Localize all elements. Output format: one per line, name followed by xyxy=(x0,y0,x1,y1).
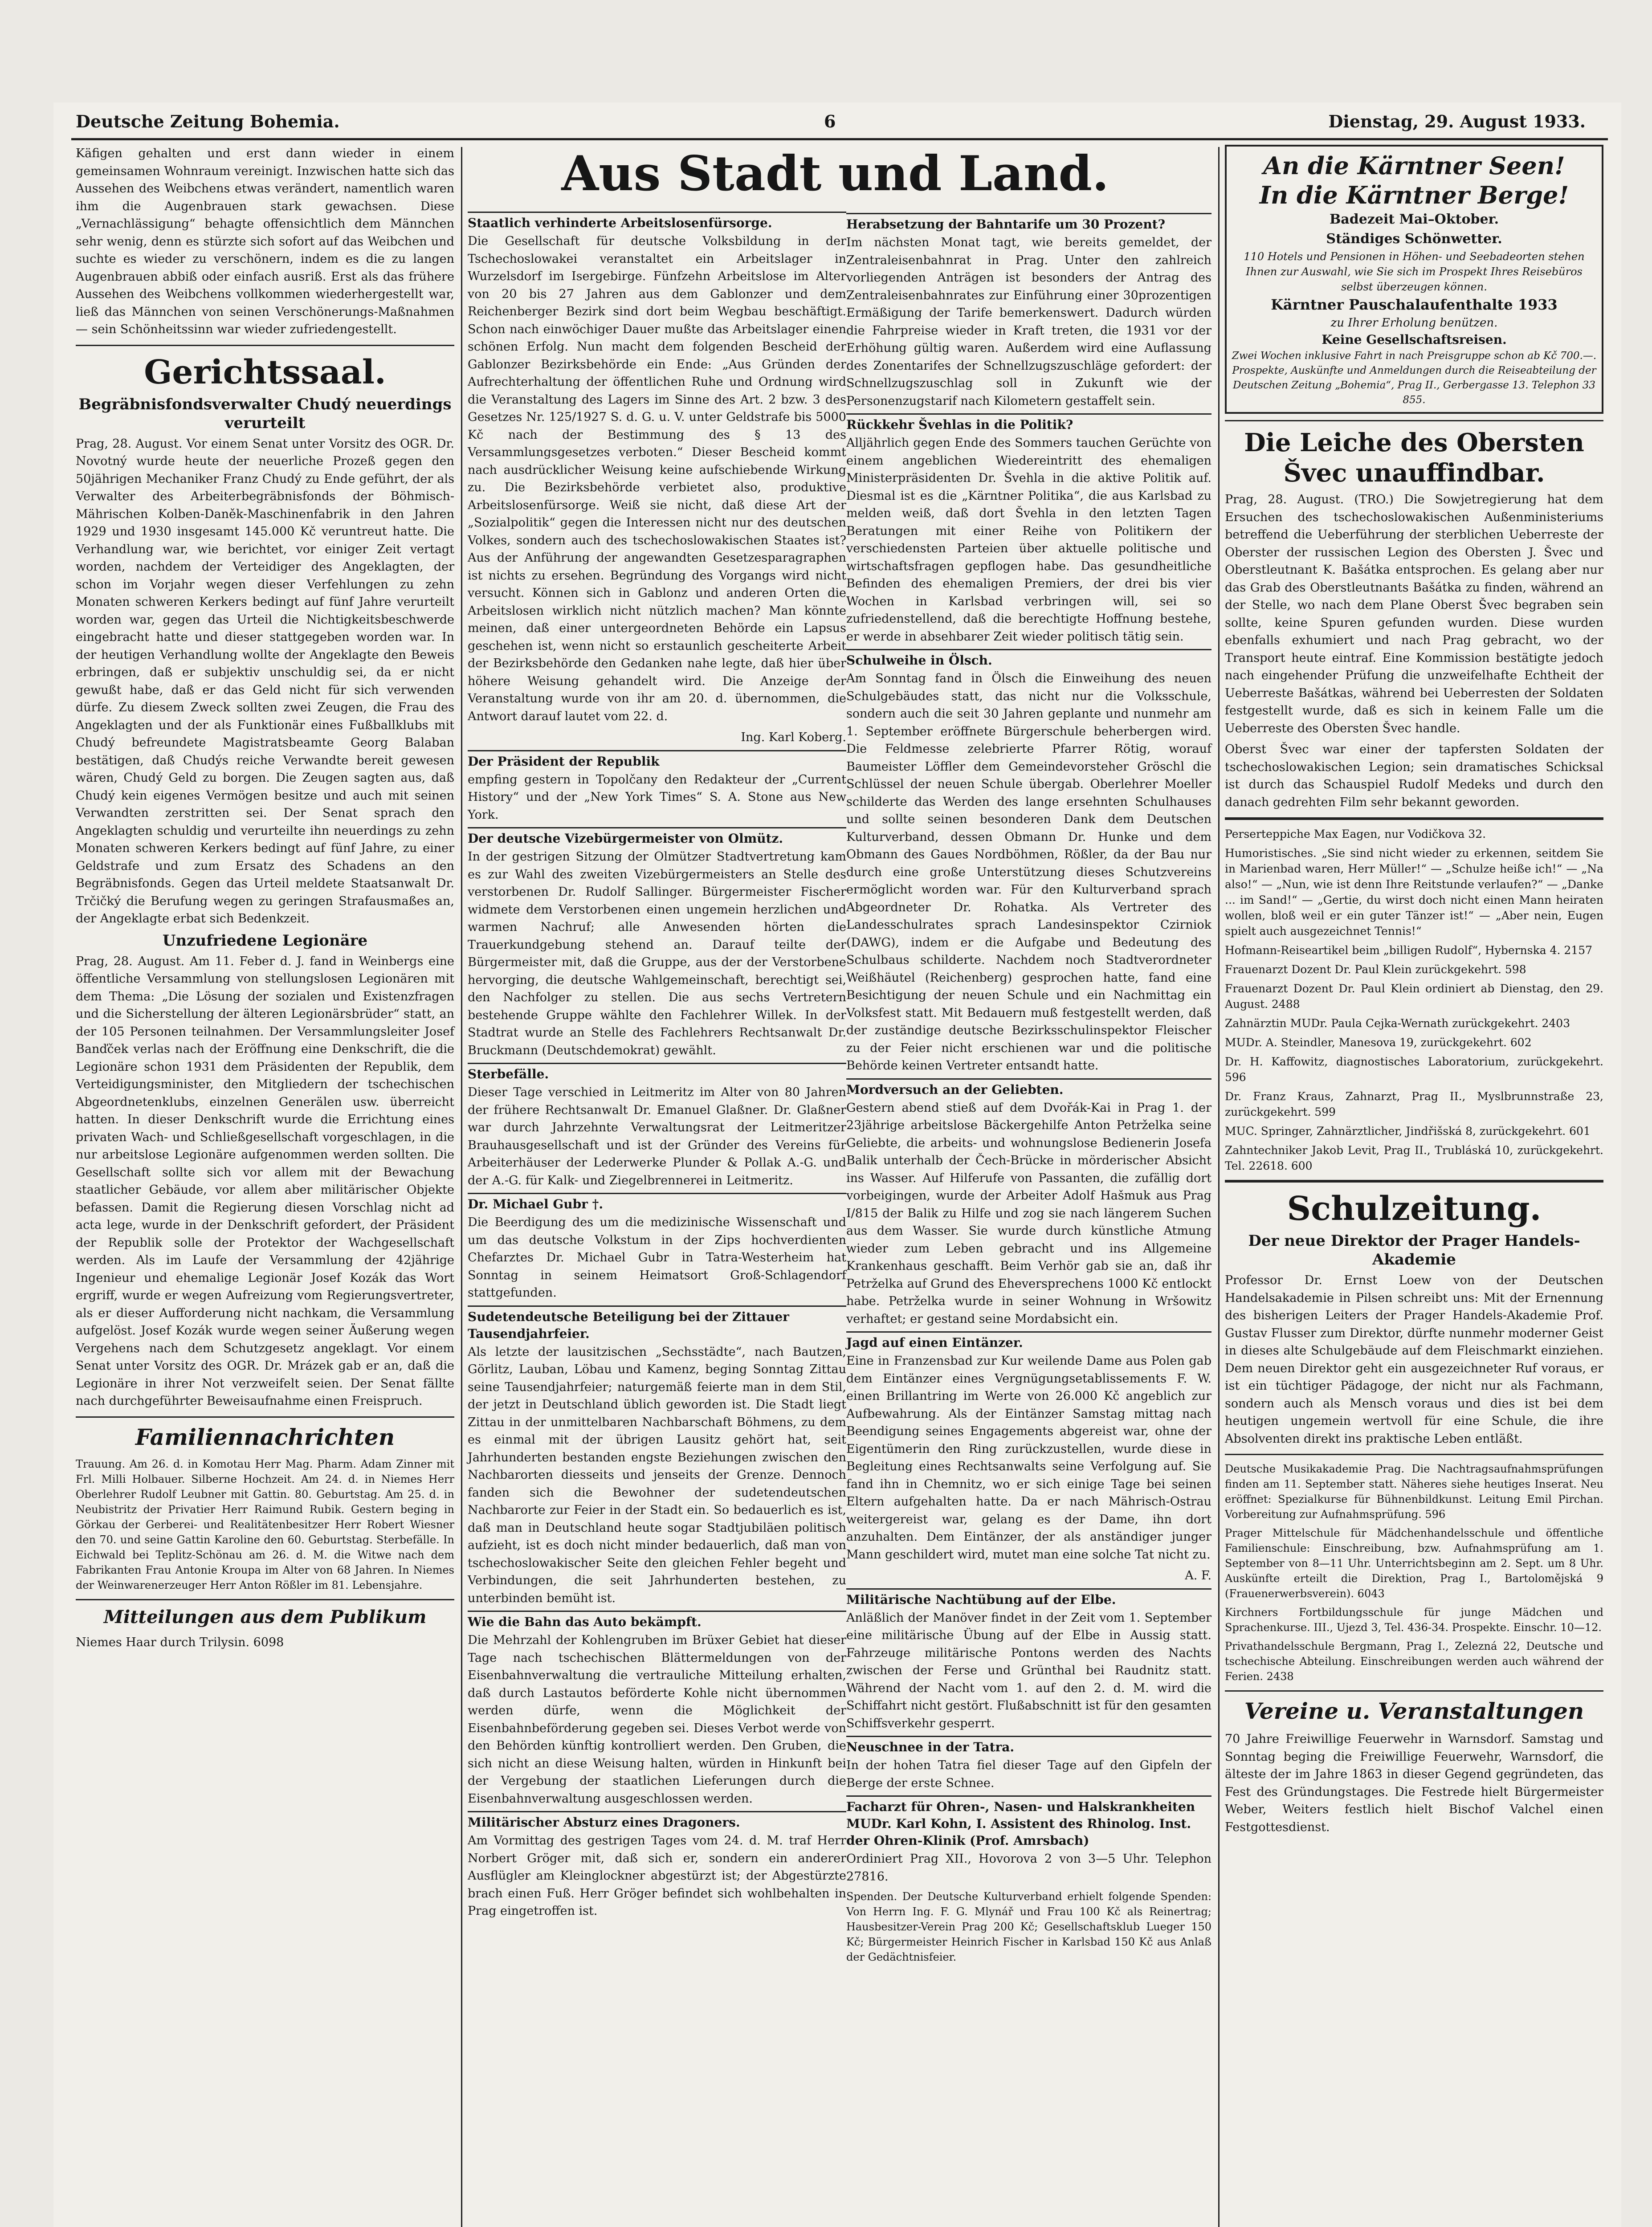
article-signature: Ing. Karl Koberg. xyxy=(741,730,846,744)
article-title: Wie die Bahn das Auto bekämpft. xyxy=(468,1611,846,1631)
article-body: Oberst Švec war einer der tapfersten Soldaten der tschechoslowakischen Legion; sein dramatisches Schicksal ist durch das Schauspiel Rudolf Medeks und durch den danach gedrehten Film sehr bekannt geworden. xyxy=(1225,742,1603,809)
masthead-title: Deutsche Zeitung Bohemia. xyxy=(76,111,340,131)
article-title: Militärische Nachtübung auf der Elbe. xyxy=(846,1588,1211,1608)
issue-date: Dienstag, 29. August 1933. xyxy=(1328,111,1586,131)
section-title-city-land: Aus Stadt und Land. xyxy=(561,146,1109,202)
school-notice: Deutsche Musikakademie Prag. Die Nachtragsaufnahmsprüfungen finden am 11. September statt. Näheres siehe heutiges Inserat. Neu eröffnet: Spezialkurse für Bühnenbildkunst. Leitung Emil Pirchan. Vorbereitung zur Aufnahmsprüfung. 596 xyxy=(1225,1463,1603,1521)
notice-item: Perserteppiche Max Eagen, nur Vodičkova 32. xyxy=(1225,828,1486,840)
divider xyxy=(1225,1690,1603,1692)
article-body: Eine in Franzensbad zur Kur weilende Dame aus Polen gab dem Eintänzer eines Vergnügungsetablissements F. W. einen Brillantring im Werte von 26.000 Kč angeblich zur Aufbewahrung. Als der Eintänzer Samstag mittag nach Beendigung seines Engagements abgereist war, ohne der Eigentümerin den Ring zurückzustellen, wurde diese in Begleitung eines Rechtsanwalts seine Verfolgung auf. Sie fand ihn in Chemnitz, wo er sich einige Tage bei seinen Eltern aufgehalten hatte. Da er nach Mährisch-Ostrau weitergereist war, gelang es der Dame, ihn dort anzuhalten. Dem Eintänzer, der als anständiger junger Mann geschildert wird, mutet man eine solche Tat nicht zu. xyxy=(846,1354,1211,1562)
divider xyxy=(1225,1454,1603,1455)
header-rule xyxy=(71,138,1608,140)
intro-paragraph: Käfigen gehalten und erst dann wieder in einem gemeinsamen Wohnraum vereinigt. Inzwischen hatte sich das Aussehen des Weibchens etwas verändert, namentlich waren ihm die Augenbrauen stark gewachsen. Diese „Vernachlässigung“ behagte offensichtlich dem Männchen sehr wenig, denn es stürzte sich sofort auf das Weibchen und suchte es wieder zu verschönern, indem es die zu langen Augenbrauen abbiß oder einfach ausriß. Erst als das frühere Aussehen des Weibchens vollkommen wiederhergestellt war, ließ das Männchen von seinen Verschönerungs-Maßnahmen — sein Schönheitssinn war wieder zufriedengestellt. xyxy=(76,147,454,336)
article-body: Die Gesellschaft für deutsche Volksbildung in der Tschechoslowakei veranstaltet ein Arbeitslager in Wurzelsdorf im Isergebirge. Fünfzehn Arbeitslose im Alter von 20 bis 27 Jahren aus dem Gablonzer und dem Reichenberger Bezirk sind dort beim Wegbau beschäftigt. Schon nach einwöchiger Dauer mußte das Arbeitslager einen schönen Erfolg. Nun macht dem folgenden Bescheid der Gablonzer Bezirksbehörde ein Ende: „Aus Gründen der Aufrechterhaltung der öffentlichen Ruhe und Ordnung wird die Veranstaltung des Lagers im Sinne des Art. 2 bzw. 3 des Gesetzes Nr. 125/1927 S. d. G. u. V. unter Geldstrafe bis 5000 Kč nach der Bestimmung des § 13 des Versammlungsgesetzes verboten.“ Dieser Bescheid kommt nach ausdrücklicher Weisung keine aufschiebende Wirkung zu. Die Bezirksbehörde verbietet also, produktive Arbeitslosenfürsorge. Weiß sie nicht, daß diese Art der „Sozialpolitik“ gegen die Interessen nicht nur des deutschen Volkes, sondern auch des tschechoslowakischen Staates ist? Aus der Anführung der angewandten Gesetzesparagraphen ist nichts zu ersehen. Begründung des Vorgangs wird nicht versucht. Können sich in Gablonz und anderen Orten die Arbeitslosen wirklich nicht nützlich machen? Man könnte meinen, daß einer untergeordneten Behörde ein Lapsus geschehen ist, wenn nicht so erstaunlich gescheiterte Arbeit der Bezirksbehörde den Gedanken nahe legte, daß hier über höhere Weisung gehandelt wird. Die Anzeige der Veranstaltung wurde von ihr am 20. d. übernommen, die Antwort darauf lautet vom 22. d. xyxy=(468,234,846,723)
ad-headline: In die Kärntner Berge! xyxy=(1259,181,1569,209)
school-notice: Kirchners Fortbildungsschule für junge Mädchen und Sprachenkurse. III., Ujezd 3, Tel. 436-34. Prospekte. Einschr. 10—12. xyxy=(1225,1606,1603,1634)
divider xyxy=(1225,420,1603,421)
divider xyxy=(1225,1180,1603,1183)
article-body: Gestern abend stieß auf dem Dvořák-Kai in Prag 1. der 23jährige arbeitslose Bäckergehilfe Anton Petrželka seine Geliebte, die arbeits- und wohnungslose Bedienerin Josefa Balik unterhalb der Čech-Brücke in mörderischer Absicht ins Wasser. Auf Hilferufe von Passanten, die zufällig dort vorbeigingen, wurde der Arbeiter Adolf Hašmuk aus Prag I/815 der Balik zu Hilfe und zog sie nach längerem Suchen aus dem Wasser. Sie wurde durch künstliche Atmung wieder zum Leben gebracht und ins Allgemeine Krankenhaus geschafft. Beim Verhör gab sie an, daß ihr Petrželka auf Grund des Eheversprechens 1000 Kč entlockt habe. Petrželka wurde in seiner Wohnung in Wršowitz verhaftet; er gestand seine Mordabsicht ein. xyxy=(846,1101,1211,1326)
article-body: Prag, 28. August. Am 11. Feber d. J. fand in Weinbergs eine öffentliche Versammlung von stellungslosen Legionären mit dem Thema: „Die Lösung der sozialen und Existenzfragen und die Sicherstellung der älteren Legionärsbrüder“ statt, an der 105 Personen teilnahmen. Der Versammlungsleiter Josef Banďček verlas nach der Eröffnung eine Denkschrift, die die Legionäre schon 1931 dem Präsidenten der Republik, dem Verteidigungsminister, den Mitgliedern der tschechischen Abgeordnetenklubs, einzelnen Generälen usw. überreicht hatten. In dieser Denkschrift wurde die Errichtung eines privaten Wach- und Schließgesellschaft vorgeschlagen, in die nur arbeitslose Legionäre aufgenommen werden sollten. Die Gesellschaft sollte sich vor allem mit der Bewachung staatlicher Gebäude, vor allem aber militärischer Objekte befassen. Damit die Regierung diesen Vorschlag nicht ad acta lege, wurde in der Denkschrift gefordert, der Präsident der Republik solle der Protektor der Wachgesellschaft werden. Als im Laufe der Versammlung der 42jährige Ingenieur und ehemalige Legionär Josef Kozák das Wort ergriff, wurde er wegen Aufreizung vom Regierungsvertreter, als er dieser Aufforderung nicht nachkam, die Versammlung aufgelöst. Josef Kozák wurde wegen seiner Äußerung wegen Vergehens nach dem Schutzgesetz angeklagt. Vor einem Senat unter Vorsitz des OGR. Dr. Mrázek gab er an, daß die Legionäre in ihrer Not verzweifelt seien. Der Senat fällte nach durchgeführter Beweisaufnahme einen Freispruch. xyxy=(76,954,454,1408)
article-body: Am Sonntag fand in Ölsch die Einweihung des neuen Schulgebäudes statt, das nicht nur die Volksschule, sondern auch die seit 30 Jahren geplante und nunmehr am 1. September eröffnete Bürgerschule beherbergen wird. Die Feldmesse zelebrierte Pfarrer Rötig, worauf Baumeister Löffler dem Gemeindevorsteher Gröschl die Schlüssel der neuen Schule übergab. Oberlehrer Moeller schilderte das Werden des lange ersehnten Schulhauses und sollte seinen besonderen Dank dem Deutschen Kulturverband, dessen Obmann Dr. Hunke und dem Obmann des Gaues Nordböhmen, Rößler, da der Bau nur durch eine große Unterstützung dieses Schutzvereins ermöglicht worden war. Für den Kulturverband sprach Abgeordneter Dr. Rohatka. Als Vertreter des Landesschulrates sprach Landesinspektor Czirniok (DAWG), indem er die Aufgabe und Bedeutung des Schulbaus schilderte. Nachdem noch Stadtverordneter Weißhäutel (Reichenberg) gesprochen hatte, fand eine Besichtigung der neuen Schule und ein Nachmittag ein Volksfest statt. Mit Bedauern muß festgestellt werden, daß der zuständige deutsche Bezirksschulinspektor Fleischer zu der Feier nicht erschienen war und die politische Behörde keinen Vertreter entsandt hatte. xyxy=(846,672,1211,1073)
divider xyxy=(76,1599,454,1600)
family-news-title: Familiennachrichten xyxy=(135,1423,395,1450)
article-body: empfing gestern in Topolčany den Redakteur der „Current History“ und der „New York Times“ S. A. Stone aus New York. xyxy=(468,772,846,822)
article-title: Staatlich verhinderte Arbeitslosenfürsorge. xyxy=(468,212,846,232)
section-title-court: Gerichtssaal. xyxy=(144,353,386,392)
article-body: Am Vormittag des gestrigen Tages vom 24. d. M. traf Herr Norbert Gröger mit, daß sich er, sondern ein anderer Ausflügler am Kleinglockner abgestürzt ist; der Abgestürzte brach einen Fuß. Herr Gröger befindet sich wohlbehalten in Prag eingetroffen ist. xyxy=(468,1834,846,1918)
notice-item: Frauenarzt Dozent Dr. Paul Klein zurückgekehrt. 598 xyxy=(1225,963,1526,976)
article-body: Ordiniert Prag XII., Hovorova 2 von 3—5 Uhr. Telephon 27816. xyxy=(846,1852,1211,1884)
notice-item: Zahntechniker Jakob Levit, Prag II., Trubláská 10, zurückgekehrt. Tel. 22618. 600 xyxy=(1225,1144,1603,1172)
ad-line: Zwei Wochen inklusive Fahrt in nach Preisgruppe schon ab Kč 700.—. Prospekte, Auskünfte und Anmeldungen durch die Reiseabteilung der Deutschen Zeitung „Bohemia“, Prag II., Gerbergasse 13. Telephon 33 855. xyxy=(1232,350,1597,406)
column-3 xyxy=(846,209,1211,2227)
school-notice: Prager Mittelschule für Mädchenhandelsschule und öffentliche Familienschule: Einschreibung, bzw. Aufnahmsprüfung am 1. September von 8—11 Uhr. Unterrichtsbeginn am 2. Sept. um 8 Uhr. Auskünfte erteilt die Direktion, Prag I., Bartolomějská 9 (Frauenerwerbsverein). 6043 xyxy=(1225,1527,1603,1600)
article-title: Schulweihe in Ölsch. xyxy=(846,649,1211,669)
article-title: Der neue Direktor der Prager Handels-Akademie xyxy=(1248,1232,1580,1268)
notice-item: Frauenarzt Dozent Dr. Paul Klein ordiniert ab Dienstag, den 29. August. 2488 xyxy=(1225,982,1603,1011)
article-body: Als letzte der lausitzischen „Sechsstädte“, nach Bautzen, Görlitz, Lauban, Löbau und Kamenz, beging Sonntag Zittau seine Tausendjahrfeier; naturgemäß feierte man in dem Stil, der jetzt in Deutschland üblich geworden ist. Die Stadt liegt Zittau in der unmittelbaren Nachbarschaft Böhmens, zu dem es einmal mit der übrigen Lausitz gehört hat, seit Jahrhunderten bestanden engste Beziehungen zwischen den Nachbarorten diesseits und jenseits der Grenze. Dennoch fanden sich die Bewohner der sudetendeutschen Nachbarorte zur Feier in der Stadt ein. So bedauerlich es ist, daß man in Deutschland heute sogar Stadtjubiläen politisch aufzieht, ist es doch nicht minder bedauerlich, daß man von tschechoslowakischer Seite den gleichen Fehler begeht und Verbindungen, die seit Jahrhunderten bestehen, zu unterbinden bemüht ist. xyxy=(468,1345,846,1605)
public-notice: Niemes Haar durch Trilysin. 6098 xyxy=(76,1635,284,1649)
article-body: 70 Jahre Freiwillige Feuerwehr in Warnsdorf. Samstag und Sonntag beging die Freiwillige Feuerwehr, Warnsdorf, die älteste der im Jahre 1863 in dieser Gegend gegründeten, das Fest des Gründungstages. Die Festrede hielt Bürgermeister Weber, Weiters festlich hielt Bischof Valchel einen Festgottesdienst. xyxy=(1225,1732,1603,1834)
column-rule-1 xyxy=(461,147,462,2227)
public-notices-title: Mitteilungen aus dem Publikum xyxy=(103,1606,427,1627)
column-4 xyxy=(1225,145,1603,2227)
article-title: Der Präsident der Republik xyxy=(468,750,846,770)
article-title: Militärischer Absturz eines Dragoners. xyxy=(468,1811,846,1831)
article-body: Die Mehrzahl der Kohlengruben im Brüxer Gebiet hat dieser Tage nach tschechischen Blättermeldungen von der Eisenbahnverwaltung die vertrauliche Mitteilung erhalten, daß durch Lastautos beförderte Kohle nicht übernommen werden dürfe, wenn die Möglichkeit der Eisenbahnbeförderung gegeben sei. Dieses Verbot werde von den Behörden künftig kontrolliert werden. Den Gruben, die sich nicht an diese Weisung halten, würden in Hinkunft bei der Vergebung der staatlichen Lieferungen durch die Eisenbahnverwaltung ausgeschlossen werden. xyxy=(468,1633,846,1806)
ad-line: Kärntner Pauschalaufenthalte 1933 xyxy=(1271,296,1558,313)
section-title-school: Schulzeitung. xyxy=(1287,1190,1542,1228)
page-header xyxy=(67,111,1603,138)
article-body: In der gestrigen Sitzung der Olmützer Stadtvertretung kam es zur Wahl des zweiten Vizebürgermeisters an Stelle des verstorbenen Dr. Rudolf Sallinger. Bürgermeister Fischer widmete dem Verstorbenen einen ungemein herzlichen und warmen Nachruf; alle Anwesenden hörten die Trauerkundgebung stehend an. Darauf teilte der Bürgermeister mit, daß die Gruppe, aus der der Verstorbene hervorging, die deutsche Wahlgemeinschaft, berechtigt sei, den Nachfolger zu stellen. Die aus sechs Vertretern bestehende Gruppe wählte den Fachlehrer Willek. In der Stadtrat wurde an Stelle des Fachlehrers Rechtsanwalt Dr. Bruckmann (Deutschdemokrat) gewählt. xyxy=(468,850,846,1057)
divider xyxy=(76,345,454,346)
ad-line: Ständiges Schönwetter. xyxy=(1326,231,1502,247)
family-news-body: Trauung. Am 26. d. in Komotau Herr Mag. Pharm. Adam Zinner mit Frl. Milli Holbauer. Silberne Hochzeit. Am 24. d. in Niemes Herr Oberlehrer Rudolf Leubner mit Gattin. 80. Geburtstag. Am 25. d. in Neubistritz der Privatier Herr Raimund Rubik. Gestern beging in Görkau der Gerberei- und Realitätenbesitzer Herr Robert Wiesner den 70. und seine Gattin Karoline den 60. Geburtstag. Sterbefälle. In Eichwald bei Teplitz-Schönau am 26. d. M. die Witwe nach dem Fabrikanten Frau Antonie Kroupa im Alter von 68 Jahren. In Niemes der Weinwarenerzeuger Herr Anton Rößler im 81. Lebensjahre. xyxy=(76,1457,454,1591)
column-1 xyxy=(76,145,454,2227)
article-title: Mordversuch an der Geliebten. xyxy=(846,1078,1211,1098)
article-body: Im nächsten Monat tagt, wie bereits gemeldet, der Zentraleisenbahnrat in Prag. Unter den zahlreich vorliegenden Anträgen ist besonders der Antrag des Zentraleisenbahnrates zur Einführung einer 30prozentigen Ermäßigung der Tarife bemerkenswert. Dadurch würden die Fahrpreise wieder in Kraft treten, die 1931 vor der Erhöhung gültig waren. Außerdem wird eine Auflassung des Zonentarifes der Schnellzugszuschläge gefordert: der Schnellzugszuschlag soll in Zukunft wie der Personenzugstarif nach Kilometern gestaffelt sein. xyxy=(846,236,1211,408)
article-body: Die Beerdigung des um die medizinische Wissenschaft und um das deutsche Volkstum in der Zips hochverdienten Chefarztes Dr. Michael Gubr in Tatra-Westerheim hat Sonntag in seinem Heimatsort Groß-Schlagendorf stattgefunden. xyxy=(468,1215,846,1300)
ad-line: Keine Gesellschaftsreisen. xyxy=(1322,332,1507,347)
travel-advertisement xyxy=(1225,145,1603,414)
notice-item: Humoristisches. „Sie sind nicht wieder zu erkennen, seitdem Sie in Marienbad waren, Herr Müller!“ — „Schulze heiße ich!“ — „Na also!“ — „Nun, wie ist denn Ihre Reitstunde verlaufen?“ — „Danke ... im Sand!“ — „Gertie, du wirst doch nicht einen Mann heiraten wollen, bloß weil er ein guter Tänzer ist!“ — „Aber nein, Eugen spielt auch ausgezeichnet Tennis!“ xyxy=(1225,847,1603,938)
article-body: Prag, 28. August. Vor einem Senat unter Vorsitz des OGR. Dr. Novotný wurde heute der neuerliche Prozeß gegen den 50jährigen Mechaniker Franz Chudý zu Ende geführt, der als Verwalter des Arbeiterbegräbnisfonds der Böhmisch-Mährischen Kolben-Daněk-Maschinenfabrik in den Jahren 1929 und 1930 insgesamt 145.000 Kč veruntreut hatte. Die Verhandlung war, wie berichtet, vor einiger Zeit vertagt worden, nachdem der Verteidiger des Angeklagten, der schon im Vorjahr wegen dieser Verfehlungen zu zehn Monaten schweren Kerkers bedingt auf fünf Jahre verurteilt worden war, gegen das Urteil die Nichtigkeitsbeschwerde eingebracht hatte und dieser stattgegeben worden war. In der heutigen Verhandlung wollte der Angeklagte den Beweis erbringen, daß er subjektiv unschuldig sei, da er nicht gewußt habe, daß er das Geld nicht für sich verwenden dürfe. Zu diesem Zweck sollten zwei Zeugen, die Frau des Angeklagten und der als Funktionär eines Fußballklubs mit Chudý befreundete Magistratsbeamte Georg Balaban bestätigen, daß Chudýs reiche Verwandte bereit gewesen wären, Chudý Geld zu borgen. Die Zeugen sagten aus, daß Chudý kein eigenes Vermögen besitze und auch mit seinen Verwandten zerstritten sei. Der Senat sprach den Angeklagten schuldig und verurteilte ihn neuerdings zu zehn Monaten schweren Kerkers bedingt auf fünf Jahre, zu einer Geldstrafe und zum Ersatz des Schadens an den Begräbnisfonds. Gegen das Urteil meldete Staatsanwalt Dr. Trčičký die Berufung wegen zu geringen Strafausmaßes an, der Angeklagte erbat sich Bedenkzeit. xyxy=(76,436,454,926)
article-body: Professor Dr. Ernst Loew von der Deutschen Handelsakademie in Pilsen schreibt uns: Mit der Ernennung des bisherigen Leiters der Prager Handels-Akademie Prof. Gustav Flusser zum Direktor, dürfte nunmehr moderner Geist in dieses alte Schulgebäude auf dem Fleischmarkt einziehen. Dem neuen Direktor geht ein ausgezeichneter Ruf voraus, er ist ein tüchtiger Pädagoge, der nicht nur als Fachmann, sondern auch als Mensch voraus und dies ist bei dem heutigen ungemein wertvoll für eine Schule, die ihre Absolventen direkt ins praktische Leben entläßt. xyxy=(1225,1273,1603,1446)
school-notice: Privathandelsschule Bergmann, Prag I., Zelezná 22, Deutsche und tschechische Abteilung. Einschreibungen werden auch während der Ferien. 2438 xyxy=(1225,1640,1603,1683)
page-number: 6 xyxy=(824,111,836,131)
article-title: Dr. Michael Gubr †. xyxy=(468,1193,846,1213)
notice-item: Dr. H. Kaffowitz, diagnostisches Laboratorium, zurückgekehrt. 596 xyxy=(1225,1055,1603,1084)
ad-line: 110 Hotels und Pensionen in Höhen- und Seebadeorten stehen Ihnen zur Auswahl, wie Sie sich im Prospekt Ihres Reisebüros selbst überzeugen können. xyxy=(1244,250,1585,293)
article-body: Prag, 28. August. (TRO.) Die Sowjetregierung hat dem Ersuchen des tschechoslowakischen Außenministeriums betreffend die Ueberführung der sterblichen Ueberreste der Oberster der russischen Legion des Obersten J. Švec und Oberstleutnant K. Bašátka entsprochen. Es gelang aber nur das Grab des Oberstleutnants Bašátka zu finden, während an der Stelle, wo nach dem Plane Oberst Švec begraben sein sollte, keine Spuren gefunden wurden. Diese wurden ebenfalls exhumiert und nach Prag gebracht, wo der Transport heute eintraf. Eine Kommission bestätigte jedoch nach eingehender Prüfung die unzweifelhafte Echtheit der Ueberreste Bašátkas, während bei Ueberresten der Soldaten festgestellt wurde, daß es sich in keinem Falle um die Ueberreste des Obersten Švec handle. xyxy=(1225,493,1603,735)
notice-item: MUDr. A. Steindler, Manesova 19, zurückgekehrt. 602 xyxy=(1225,1036,1532,1049)
article-title: Neuschnee in der Tatra. xyxy=(846,1736,1211,1756)
article-body: Spenden. Der Deutsche Kulturverband erhielt folgende Spenden: Von Herrn Ing. F. G. Mlynář und Frau 100 Kč als Reinertrag; Hausbesitzer-Verein Prag 200 Kč; Gesellschaftsklub Lueger 150 Kč; Bürgermeister Heinrich Fischer in Karlsbad 150 Kč aus Anlaß der Gedächtnisfeier. xyxy=(846,1890,1211,1963)
article-body: Anläßlich der Manöver findet in der Zeit vom 1. September eine militärische Übung auf der Elbe in Aussig statt. Fahrzeuge militärische Pontons werden des Nachts zwischen der Ferse und Grünthal bei Raudnitz statt. Während der Nacht vom 1. auf den 2. d. M. wird die Schiffahrt nicht gestört. Flußabschnitt ist für den gesamten Schiffsverkehr gesperrt. xyxy=(846,1611,1211,1730)
notice-item: Dr. Franz Kraus, Zahnarzt, Prag II., Myslbrunnstraße 23, zurückgekehrt. 599 xyxy=(1225,1090,1603,1118)
article-title: Begräbnisfondsverwalter Chudý neuerdings verurteilt xyxy=(78,395,452,432)
ad-line: zu Ihrer Erholung benützen. xyxy=(1330,316,1498,330)
clubs-events-title: Vereine u. Veranstaltungen xyxy=(1244,1698,1584,1724)
divider xyxy=(76,1416,454,1418)
ad-headline: An die Kärntner Seen! xyxy=(1263,151,1565,180)
article-title: Sudetendeutsche Beteiligung bei der Zittauer Tausendjahrfeier. xyxy=(468,1305,846,1342)
article-body: In der hohen Tatra fiel dieser Tage auf den Gipfeln der Berge der erste Schnee. xyxy=(846,1758,1211,1790)
divider xyxy=(1225,817,1603,820)
article-title: Jagd auf einen Eintänzer. xyxy=(846,1331,1211,1351)
notice-item: Hofmann-Reiseartikel beim „billigen Rudolf“, Hybernska 4. 2157 xyxy=(1225,944,1593,957)
article-body: Dieser Tage verschied in Leitmeritz im Alter von 80 Jahren der frühere Rechtsanwalt Dr. Emanuel Glaßner. Dr. Glaßner war durch Jahrzehnte Verwaltungsrat der Leitmeritzer Brauhausgesellschaft und ist der Gründer des Vereins für Arbeiterhäuser der Lederwerke Plunder & Pollak A.-G. und der A.-G. für Kalk- und Ziegelbrennerei in Leitmeritz. xyxy=(468,1085,846,1187)
article-title: Die Leiche des Obersten Švec unauffindbar. xyxy=(1244,428,1584,488)
notice-item: MUC. Springer, Zahnärztlicher, Jindřišská 8, zurückgekehrt. 601 xyxy=(1225,1125,1591,1138)
column-rule-3 xyxy=(1218,147,1220,2227)
ad-line: Badezeit Mai–Oktober. xyxy=(1329,212,1499,227)
article-title: Facharzt für Ohren-, Nasen- und Halskrankheiten MUDr. Karl Kohn, I. Assistent des Rhinolog. Inst. der Ohren-Klinik (Prof. Amrsbach) xyxy=(846,1795,1211,1849)
notice-item: Zahnärztin MUDr. Paula Cejka-Wernath zurückgekehrt. 2403 xyxy=(1225,1017,1570,1030)
article-title: Herabsetzung der Bahntarife um 30 Prozent? xyxy=(846,213,1211,233)
article-title: Unzufriedene Legionäre xyxy=(162,931,368,950)
article-body: Alljährlich gegen Ende des Sommers tauchen Gerüchte von einem angeblichen Wiedereintritt des ehemaligen Ministerpräsidenten Dr. Švehla in die aktive Politik auf. Diesmal ist es die „Kärntner Politika“, die aus Karlsbad zu melden weiß, daß dort Švehla in den letzten Tagen Beratungen mit einer Reihe von Politikern der verschiedensten Parteien über aktuelle politische und wirtschaftsfragen gepflogen habe. Das gesundheitliche Befinden des ehemaligen Premiers, der drei bis vier Wochen in Karlsbad verbringen will, sei so zufriedenstellend, daß die berechtigte Hoffnung bestehe, er werde in absehbarer Zeit wieder politisch tätig sein. xyxy=(846,436,1211,644)
article-title: Der deutsche Vizebürgermeister von Olmütz. xyxy=(468,827,846,847)
article-title: Sterbefälle. xyxy=(468,1063,846,1083)
article-signature: A. F. xyxy=(1185,1569,1211,1583)
article-title: Rückkehr Švehlas in die Politik? xyxy=(846,413,1211,433)
